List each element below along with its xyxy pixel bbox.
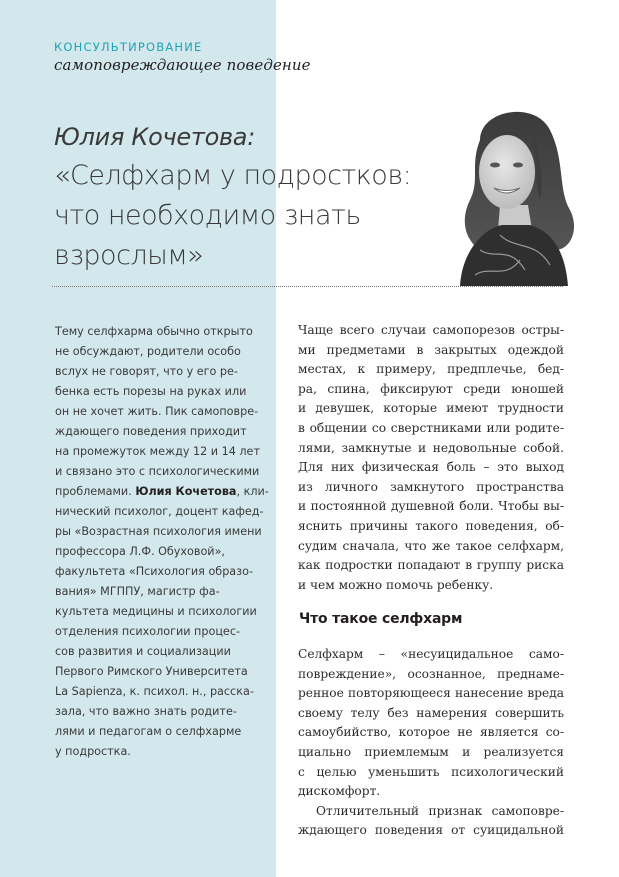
body-line: из личного замкнутого пространства xyxy=(298,479,564,494)
body-line: с целью уменьшить психологический xyxy=(298,764,564,779)
headline-divider xyxy=(52,286,563,287)
body-line: судим сначала, что же такое селфхарм, xyxy=(298,538,564,553)
body-line: ренное повторяющееся нанесение вреда xyxy=(298,686,564,701)
author-portrait xyxy=(440,100,580,286)
body-line: ми предметами в закрытых одеждой xyxy=(298,342,564,357)
lead-line: нический психолог, доцент кафед- xyxy=(55,505,264,518)
body-line: как подростки попадают в группу риска xyxy=(298,558,564,573)
body-line: и постоянной душевной боли. Чтобы вы- xyxy=(298,499,564,514)
body-line: и девушек, которые имеют трудности xyxy=(298,401,564,416)
body-line: Чаще всего случаи самопорезов остры- xyxy=(298,323,564,337)
portrait-photo-icon xyxy=(440,100,580,286)
lead-line: ждающего поведения приходит xyxy=(55,425,247,438)
headline-line: что необходимо знать xyxy=(54,200,361,231)
lead-line: он не хочет жить. Пик самоповре- xyxy=(55,405,259,418)
lead-line: зала, что важно знать родите- xyxy=(55,705,237,718)
body-line: ра, спина, фиксируют среди юношей xyxy=(298,381,564,396)
lead-line: Первого Римского Университета xyxy=(55,665,248,678)
lead-line: не обсуждают, родители особо xyxy=(55,345,241,358)
body-line: дискомфорт. xyxy=(298,784,381,799)
lead-line: у подростка. xyxy=(55,745,131,758)
section-rubric: КОНСУЛЬТИРОВАНИЕ xyxy=(54,40,203,54)
lead-text: , кли- xyxy=(236,485,269,498)
body-line: лями, замкнутые и недовольные собой. xyxy=(298,440,564,455)
article-headline xyxy=(54,118,411,276)
lead-line: Тему селфхарма обычно открыто xyxy=(55,325,253,338)
body-line: ждающего поведения от суицидальной xyxy=(298,823,564,838)
body-line: в общении со сверстниками или родите- xyxy=(298,420,564,435)
section-subrubric: самоповреждающее поведение xyxy=(54,56,311,74)
lead-line: бенка есть порезы на руках или xyxy=(55,385,247,398)
lead-paragraph xyxy=(55,322,269,762)
lead-line: сов развития и социализации xyxy=(55,645,231,658)
lead-line: ры «Возрастная психология имени xyxy=(55,525,262,538)
body-line: самоубийство, которое не является со- xyxy=(298,725,564,740)
lead-line: культета медицины и психологии xyxy=(55,605,257,618)
lead-line: La Sapienza, к. психол. н., расска- xyxy=(55,685,254,698)
body-line: Селфхарм – «несуицидальное само- xyxy=(298,647,564,661)
body-paragraph-2 xyxy=(298,645,564,841)
lead-line: лями и педагогам о селфхарме xyxy=(55,725,242,738)
headline-line: взрослым» xyxy=(54,240,204,271)
body-line: циально приемлемым и реализуется xyxy=(298,744,564,759)
body-line: Отличительный признак самоповре- xyxy=(316,803,564,818)
body-line: Для них физическая боль – это выход xyxy=(298,460,564,475)
lead-line: на промежуток между 12 и 14 лет xyxy=(55,445,260,458)
body-line: своему телу без намерения совершить xyxy=(298,705,564,720)
body-line: повреждение», осознанное, преднаме- xyxy=(298,666,564,681)
lead-line: профессора Л.Ф. Обуховой», xyxy=(55,545,225,558)
expert-name: Юлия Кочетова xyxy=(135,485,237,498)
lead-line: отделения психологии процес- xyxy=(55,625,241,638)
lead-line-with-name xyxy=(55,482,269,502)
section-heading: Что такое селфхарм xyxy=(299,611,463,627)
lead-line: факультета «Психология образо- xyxy=(55,565,253,578)
body-line: местах, к примеру, предплечье, бед- xyxy=(298,362,564,377)
lead-line: вслух не говорят, что у его ре- xyxy=(55,365,238,378)
lead-text: проблемами. xyxy=(55,485,136,498)
lead-line: и связано это с психологическими xyxy=(55,465,260,478)
body-paragraph-1 xyxy=(298,321,564,595)
headline-author: Юлия Кочетова: xyxy=(54,123,255,151)
lead-line: вания» МГППУ, магистр фа- xyxy=(55,585,220,598)
body-line: яснить причины такого поведения, об- xyxy=(298,518,564,533)
body-line: и чем можно помочь ребенку. xyxy=(298,577,494,592)
headline-line: «Селфхарм у подростков: xyxy=(54,160,412,191)
